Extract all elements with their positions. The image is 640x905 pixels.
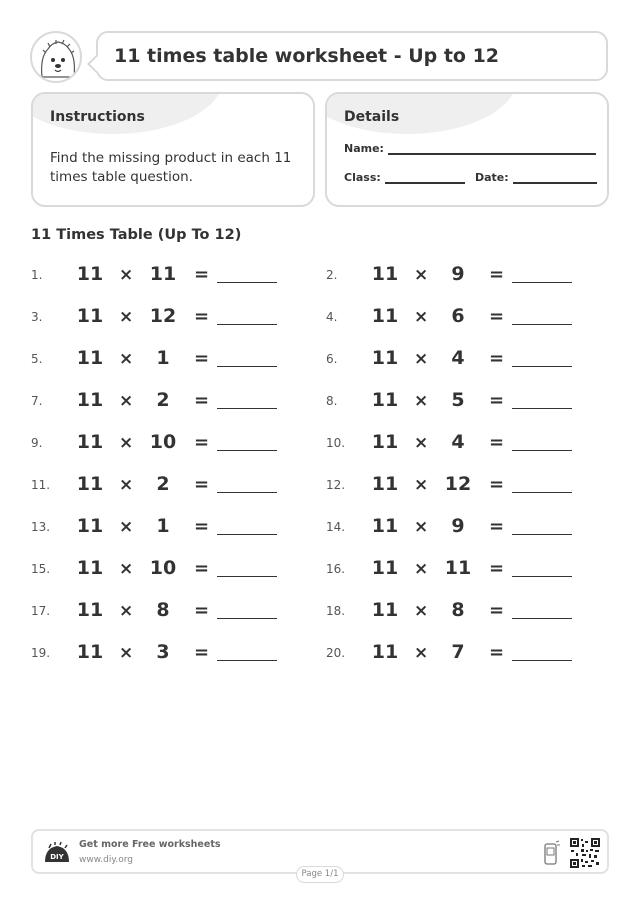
equals-sign: = (489, 474, 505, 495)
times-sign: × (414, 517, 429, 537)
details-heading: Details (344, 109, 400, 125)
equals-sign: = (489, 306, 505, 327)
question-number: 19. (31, 646, 51, 660)
factor-a: 11 (371, 347, 399, 369)
question-number: 6. (326, 352, 338, 366)
factor-b: 5 (451, 389, 465, 411)
equals-sign: = (194, 516, 210, 537)
answer-blank[interactable] (217, 282, 277, 283)
question-number: 15. (31, 562, 51, 576)
question-row (31, 597, 301, 625)
times-sign: × (414, 307, 429, 327)
mascot-avatar (30, 31, 82, 83)
question-row (31, 303, 301, 331)
times-sign: × (414, 391, 429, 411)
question-row (326, 513, 596, 541)
factor-b: 1 (156, 515, 170, 537)
equals-sign: = (489, 348, 505, 369)
title-banner (96, 31, 608, 81)
question-number: 18. (326, 604, 346, 618)
question-row (326, 303, 596, 331)
factor-a: 11 (76, 557, 104, 579)
equals-sign: = (194, 642, 210, 663)
factor-b: 8 (156, 599, 170, 621)
instructions-text: Find the missing product in each 11 times table question. (50, 150, 292, 185)
factor-b: 7 (451, 641, 465, 663)
factor-b: 3 (156, 641, 170, 663)
factor-a: 11 (76, 305, 104, 327)
phone-scan-icon (543, 840, 561, 866)
answer-blank[interactable] (217, 324, 277, 325)
factor-a: 11 (371, 431, 399, 453)
factor-a: 11 (76, 389, 104, 411)
times-sign: × (119, 349, 134, 369)
factor-a: 11 (76, 431, 104, 453)
question-row (31, 555, 301, 583)
times-sign: × (119, 265, 134, 285)
factor-a: 11 (371, 515, 399, 537)
name-field[interactable] (344, 142, 596, 155)
question-number: 1. (31, 268, 43, 282)
times-sign: × (119, 475, 134, 495)
times-sign: × (119, 433, 134, 453)
question-number: 5. (31, 352, 43, 366)
equals-sign: = (489, 390, 505, 411)
times-sign: × (414, 643, 429, 663)
answer-blank[interactable] (217, 576, 277, 577)
question-number: 2. (326, 268, 338, 282)
answer-blank[interactable] (217, 534, 277, 535)
answer-blank[interactable] (512, 450, 572, 451)
hedgehog-mascot-icon (32, 33, 82, 83)
question-number: 12. (326, 478, 346, 492)
times-sign: × (119, 517, 134, 537)
instructions-heading: Instructions (50, 109, 145, 125)
answer-blank[interactable] (512, 576, 572, 577)
question-row (31, 471, 301, 499)
qr-code-icon[interactable] (569, 837, 601, 869)
answer-blank[interactable] (217, 618, 277, 619)
factor-a: 11 (76, 263, 104, 285)
question-row (326, 555, 596, 583)
times-sign: × (414, 265, 429, 285)
factor-a: 11 (371, 389, 399, 411)
question-number: 10. (326, 436, 346, 450)
page-indicator: Page 1/1 (296, 866, 344, 883)
factor-b: 2 (156, 473, 170, 495)
factor-b: 6 (451, 305, 465, 327)
section-title: 11 Times Table (Up To 12) (31, 227, 242, 243)
equals-sign: = (489, 600, 505, 621)
factor-a: 11 (371, 557, 399, 579)
question-number: 11. (31, 478, 51, 492)
question-number: 14. (326, 520, 346, 534)
factor-b: 12 (444, 473, 472, 495)
factor-b: 10 (149, 431, 177, 453)
class-line (385, 172, 465, 184)
question-number: 9. (31, 436, 43, 450)
answer-blank[interactable] (217, 408, 277, 409)
answer-blank[interactable] (512, 660, 572, 661)
times-sign: × (414, 349, 429, 369)
answer-blank[interactable] (217, 450, 277, 451)
times-sign: × (414, 601, 429, 621)
question-row (326, 387, 596, 415)
factor-b: 11 (444, 557, 472, 579)
equals-sign: = (194, 306, 210, 327)
factor-b: 1 (156, 347, 170, 369)
factor-b: 4 (451, 347, 465, 369)
question-row (326, 345, 596, 373)
answer-blank[interactable] (512, 408, 572, 409)
class-field[interactable] (344, 171, 465, 184)
question-row (326, 471, 596, 499)
answer-blank[interactable] (217, 660, 277, 661)
factor-a: 11 (371, 599, 399, 621)
question-number: 4. (326, 310, 338, 324)
question-row (326, 261, 596, 289)
factor-b: 9 (451, 515, 465, 537)
factor-a: 11 (76, 599, 104, 621)
factor-a: 11 (371, 263, 399, 285)
equals-sign: = (489, 642, 505, 663)
answer-blank[interactable] (512, 492, 572, 493)
factor-a: 11 (371, 641, 399, 663)
instructions-card (31, 92, 315, 207)
factor-b: 11 (149, 263, 177, 285)
date-field[interactable] (475, 171, 597, 184)
equals-sign: = (194, 558, 210, 579)
times-sign: × (119, 601, 134, 621)
answer-blank[interactable] (512, 534, 572, 535)
equals-sign: = (489, 432, 505, 453)
answer-blank[interactable] (512, 282, 572, 283)
equals-sign: = (194, 264, 210, 285)
footer-url[interactable]: www.diy.org (79, 855, 133, 865)
answer-blank[interactable] (217, 366, 277, 367)
question-row (31, 261, 301, 289)
factor-a: 11 (76, 641, 104, 663)
equals-sign: = (194, 432, 210, 453)
factor-a: 11 (371, 305, 399, 327)
answer-blank[interactable] (512, 618, 572, 619)
equals-sign: = (194, 474, 210, 495)
factor-a: 11 (76, 515, 104, 537)
page-title: 11 times table worksheet - Up to 12 (114, 45, 500, 67)
name-line (388, 143, 596, 155)
date-line (513, 172, 597, 184)
equals-sign: = (489, 516, 505, 537)
question-row (326, 639, 596, 667)
answer-blank[interactable] (217, 492, 277, 493)
question-row (31, 345, 301, 373)
factor-b: 10 (149, 557, 177, 579)
name-label: Name: (344, 142, 384, 155)
question-row (31, 429, 301, 457)
question-row (326, 597, 596, 625)
footer-promo-text: Get more Free worksheets (79, 839, 221, 850)
factor-a: 11 (76, 473, 104, 495)
class-label: Class: (344, 171, 381, 184)
answer-blank[interactable] (512, 324, 572, 325)
question-row (31, 387, 301, 415)
factor-b: 4 (451, 431, 465, 453)
times-sign: × (414, 559, 429, 579)
question-number: 16. (326, 562, 346, 576)
question-number: 7. (31, 394, 43, 408)
factor-a: 11 (76, 347, 104, 369)
times-sign: × (119, 307, 134, 327)
question-number: 17. (31, 604, 51, 618)
equals-sign: = (489, 264, 505, 285)
factor-b: 12 (149, 305, 177, 327)
question-number: 13. (31, 520, 51, 534)
question-row (326, 429, 596, 457)
times-sign: × (119, 559, 134, 579)
factor-b: 9 (451, 263, 465, 285)
answer-blank[interactable] (512, 366, 572, 367)
equals-sign: = (194, 600, 210, 621)
equals-sign: = (489, 558, 505, 579)
times-sign: × (119, 643, 134, 663)
equals-sign: = (194, 348, 210, 369)
times-sign: × (119, 391, 134, 411)
diy-logo-icon (43, 842, 71, 864)
date-label: Date: (475, 171, 509, 184)
factor-b: 8 (451, 599, 465, 621)
question-row (31, 639, 301, 667)
question-number: 3. (31, 310, 43, 324)
factor-b: 2 (156, 389, 170, 411)
question-number: 20. (326, 646, 346, 660)
times-sign: × (414, 475, 429, 495)
question-row (31, 513, 301, 541)
details-card (325, 92, 609, 207)
logo-text: DIY (50, 853, 64, 861)
times-sign: × (414, 433, 429, 453)
factor-a: 11 (371, 473, 399, 495)
equals-sign: = (194, 390, 210, 411)
question-number: 8. (326, 394, 338, 408)
